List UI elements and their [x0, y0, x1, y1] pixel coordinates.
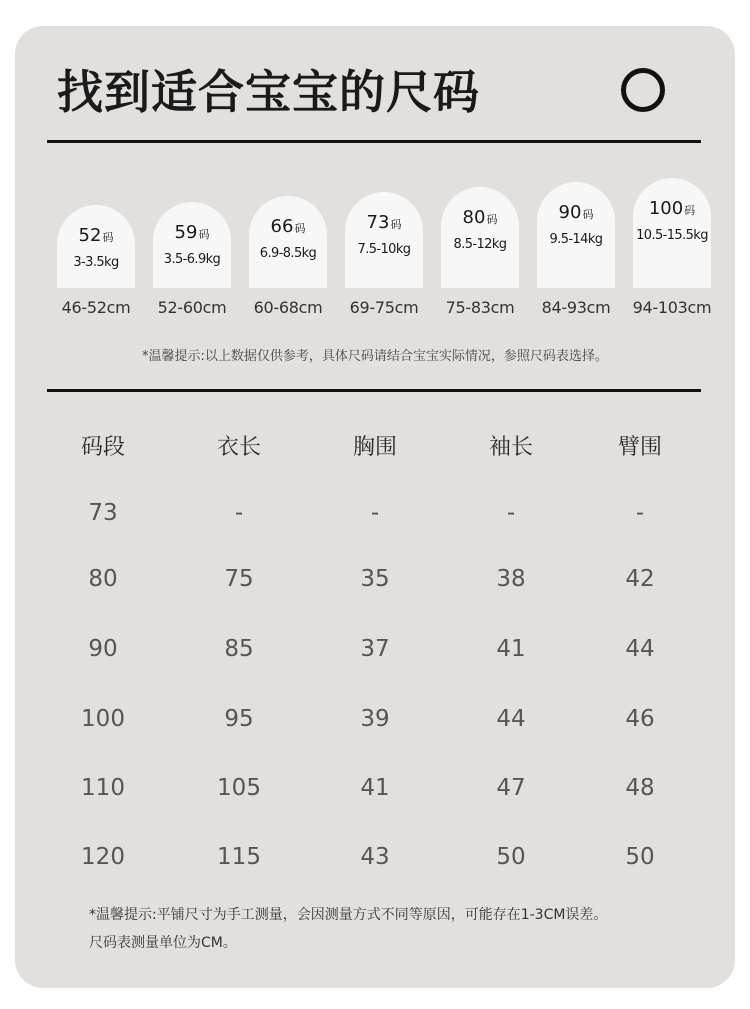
- size-height: 60-68cm: [253, 298, 323, 317]
- table-cell: 41: [496, 636, 526, 662]
- size-guide-card: [15, 26, 735, 988]
- table-cell: -: [506, 500, 516, 526]
- size-code-unit: 码: [486, 213, 498, 226]
- size-code: [249, 216, 327, 237]
- size-arch: [345, 192, 423, 288]
- size-column: [144, 26, 240, 326]
- size-code-number: 59: [174, 222, 198, 243]
- table-cell: 110: [81, 775, 125, 801]
- size-weight: 9.5-14kg: [549, 232, 603, 247]
- table-cell: 85: [224, 636, 254, 662]
- size-column: [336, 26, 432, 326]
- size-code: [153, 222, 231, 243]
- size-code-unit: 码: [582, 208, 594, 221]
- table-cell: 37: [360, 636, 390, 662]
- size-code-unit: 码: [294, 222, 306, 235]
- table-header-cell: 臂围: [617, 435, 662, 460]
- size-column: [240, 26, 336, 326]
- size-code-unit: 码: [198, 228, 210, 241]
- size-code-unit: 码: [102, 231, 114, 244]
- table-cell: 90: [88, 636, 118, 662]
- size-height: 69-75cm: [349, 298, 419, 317]
- middle-divider: [47, 389, 701, 392]
- table-cell: 38: [496, 566, 526, 592]
- table-cell: 43: [360, 844, 390, 870]
- measurement-note-line-2: 尺码表测量单位为CM。: [89, 935, 237, 951]
- table-cell: 47: [496, 775, 526, 801]
- size-arch: [249, 196, 327, 288]
- table-header-cell: 袖长: [488, 435, 533, 460]
- size-arch: [441, 187, 519, 288]
- page-title: 找到适合宝宝的尺码: [57, 65, 480, 119]
- table-header-cell: 衣长: [216, 435, 261, 460]
- size-column: [624, 26, 720, 326]
- table-cell: 50: [625, 844, 655, 870]
- size-code-number: 66: [270, 216, 294, 237]
- size-arch: [153, 202, 231, 288]
- size-arch: [537, 182, 615, 288]
- table-cell: 73: [88, 500, 118, 526]
- size-column: [48, 26, 144, 326]
- size-height: 75-83cm: [445, 298, 515, 317]
- measurement-note: [89, 901, 709, 957]
- size-column: [432, 26, 528, 326]
- table-cell: 115: [217, 844, 261, 870]
- table-cell: 48: [625, 775, 655, 801]
- size-code-number: 80: [462, 207, 486, 228]
- size-weight: 7.5-10kg: [357, 242, 411, 257]
- table-cell: 44: [496, 706, 526, 732]
- table-header-cell: 胸围: [352, 435, 397, 460]
- size-arch: [57, 205, 135, 288]
- table-cell: 44: [625, 636, 655, 662]
- size-weight: 10.5-15.5kg: [636, 228, 708, 243]
- size-code-unit: 码: [390, 218, 402, 231]
- size-height: 52-60cm: [157, 298, 227, 317]
- table-cell: 50: [496, 844, 526, 870]
- table-cell: 46: [625, 706, 655, 732]
- size-weight: 8.5-12kg: [453, 237, 507, 252]
- table-cell: -: [234, 500, 244, 526]
- table-header-cell: 码段: [80, 435, 125, 460]
- table-cell: 35: [360, 566, 390, 592]
- size-arch: [633, 178, 711, 288]
- size-note: *温馨提示:以上数据仅供参考，具体尺码请结合宝宝实际情况，参照尺码表选择。: [142, 349, 608, 364]
- size-code: [441, 207, 519, 228]
- size-code: [633, 198, 711, 219]
- table-cell: 120: [81, 844, 125, 870]
- size-code-number: 100: [648, 198, 684, 219]
- size-height: 94-103cm: [632, 298, 712, 317]
- size-code-number: 52: [78, 225, 102, 246]
- size-code: [537, 202, 615, 223]
- table-cell: -: [635, 500, 645, 526]
- size-column: [528, 26, 624, 326]
- table-cell: 75: [224, 566, 254, 592]
- size-code-number: 90: [558, 202, 582, 223]
- size-weight: 6.9-8.5kg: [259, 246, 317, 261]
- size-code: [57, 225, 135, 246]
- size-code: [345, 212, 423, 233]
- baby-size-chart: [15, 26, 735, 326]
- table-cell: -: [370, 500, 380, 526]
- table-cell: 100: [81, 706, 125, 732]
- size-height: 84-93cm: [541, 298, 611, 317]
- size-height: 46-52cm: [61, 298, 131, 317]
- table-cell: 39: [360, 706, 390, 732]
- size-weight: 3-3.5kg: [73, 255, 119, 270]
- size-code-unit: 码: [684, 204, 696, 217]
- table-cell: 105: [217, 775, 261, 801]
- table-cell: 95: [224, 706, 254, 732]
- size-weight: 3.5-6.9kg: [163, 252, 221, 267]
- size-code-number: 73: [366, 212, 390, 233]
- table-cell: 80: [88, 566, 118, 592]
- table-cell: 41: [360, 775, 390, 801]
- table-cell: 42: [625, 566, 655, 592]
- measurement-note-line-1: *温馨提示:平铺尺寸为手工测量，会因测量方式不同等原因，可能存在1-3CM误差。: [89, 907, 608, 923]
